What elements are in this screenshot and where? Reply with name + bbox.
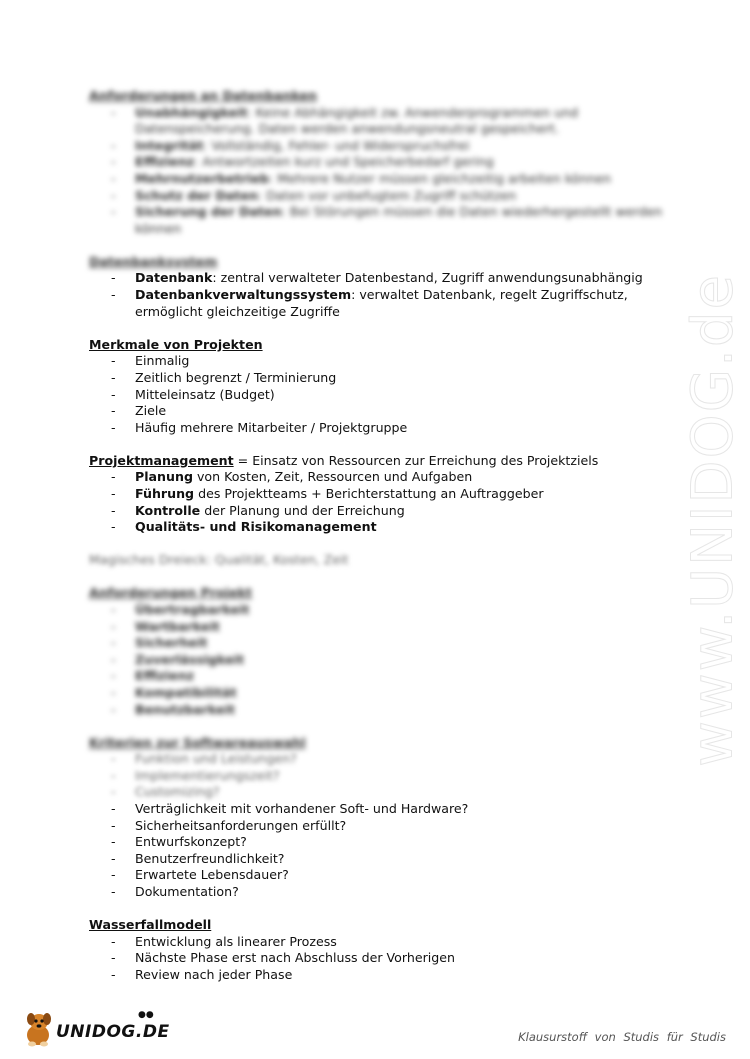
list-item: - Häufig mehrere Mitarbeiter / Projektgruppe [89,420,669,437]
list-item: - Einmalig [89,353,669,370]
footer-tagline: Klausurstoff von Studis für Studis [518,1030,726,1044]
list-item: - Datenbankverwaltungssystem: verwaltet Datenbank, regelt Zugriffschutz, ermöglicht gleichzeitige Zugriffe [89,287,669,320]
section-heading: Anforderungen an Datenbanken [89,88,318,103]
list-item: - Benutzerfreundlichkeit? [89,851,669,868]
list-item: - Entwicklung als linearer Prozess [89,934,669,951]
list-item: - Integrität: Vollständig, Fehler- und Widerspruchsfrei [89,138,669,155]
list-item: - Datenbank: zentral verwalteter Datenbestand, Zugriff anwendungsunabhängig [89,270,669,287]
section-project-requirements [89,585,669,718]
section-project-management [89,453,669,536]
section-heading: Wasserfallmodell [89,917,212,933]
list-item: - Mitteleinsatz (Budget) [89,387,669,404]
section-database-system [89,254,669,320]
list-item: - Entwurfskonzept? [89,834,669,851]
list-item: - Sicherheitsanforderungen erfüllt? [89,818,669,835]
list-item: - Funktion und Leistungen? [89,751,669,768]
list-item: - Dokumentation? [89,884,669,901]
list-item: - Zuverlässigkeit [89,652,669,669]
notes-content [89,88,669,1000]
section-project-characteristics [89,337,669,437]
list-item: - Sicherung der Daten: Bei Störungen müssen die Daten wiederhergestellt werden können [89,204,669,237]
list-item: - Effizienz: Antwortzeiten kurz und Speicherbedarf gering [89,154,669,171]
list-item: - Schutz der Daten: Daten vor unbefugtem Zugriff schützen [89,188,669,205]
dog-mascot-icon [22,1008,56,1048]
list-item: - Kontrolle der Planung und der Erreichung [89,503,669,520]
watermark: www.UNIDOG.de [680,273,746,767]
section-heading: Kriterien zur Softwareauswahl [89,734,306,750]
list-item: - Qualitäts- und Risikomanagement [89,519,669,536]
paw-icon: ●● [138,1010,154,1020]
magic-triangle-paragraph: Magisches Dreieck: Qualität, Kosten, Zeit [89,552,349,568]
list-item: - Mehrnutzerbetrieb: Mehrere Nutzer müssen gleichzeitig arbeiten können [89,171,669,188]
list-item: - Erwartete Lebensdauer? [89,867,669,884]
section-heading: Datenbanksystem [89,253,218,269]
list-item: - Review nach jeder Phase [89,967,669,984]
list-item: - Übertragbarkeit [89,602,669,619]
list-item: - Nächste Phase erst nach Abschluss der Vorherigen [89,950,669,967]
list-item: - Customizing? [89,784,669,801]
list-item: - Effizienz [89,668,669,685]
list-item: - Wartbarkeit [89,619,669,636]
list-item: - Benutzbarkeit [89,702,669,719]
list-item: - Kompatibilität [89,685,669,702]
section-requirements-databases [89,88,669,237]
list-item: - Unabhängigkeit: Keine Abhängigkeit zw. Anwenderprogrammen und Datenspeicherung. Daten werden anwendungsneutral gespeichert. [89,105,669,138]
section-software-criteria [89,735,669,901]
unidog-logo [22,1008,182,1048]
section-intro: Projektmanagement = Einsatz von Ressourcen zur Erreichung des Projektziels [89,452,599,468]
section-waterfall-model [89,917,669,983]
list-item: - Implementierungszeit? [89,768,669,785]
list-item: - Führung des Projektteams + Berichterstattung an Auftraggeber [89,486,669,503]
list-item: - Sicherheit [89,635,669,652]
section-heading: Anforderungen Projekt [89,585,253,601]
logo-text: UNIDOG.DE [56,1022,170,1042]
list-item: - Planung von Kosten, Zeit, Ressourcen und Aufgaben [89,469,669,486]
list-item: - Zeitlich begrenzt / Terminierung [89,370,669,387]
section-heading: Merkmale von Projekten [89,336,263,352]
list-item: - Verträglichkeit mit vorhandener Soft- und Hardware? [89,801,669,818]
list-item: - Ziele [89,403,669,420]
